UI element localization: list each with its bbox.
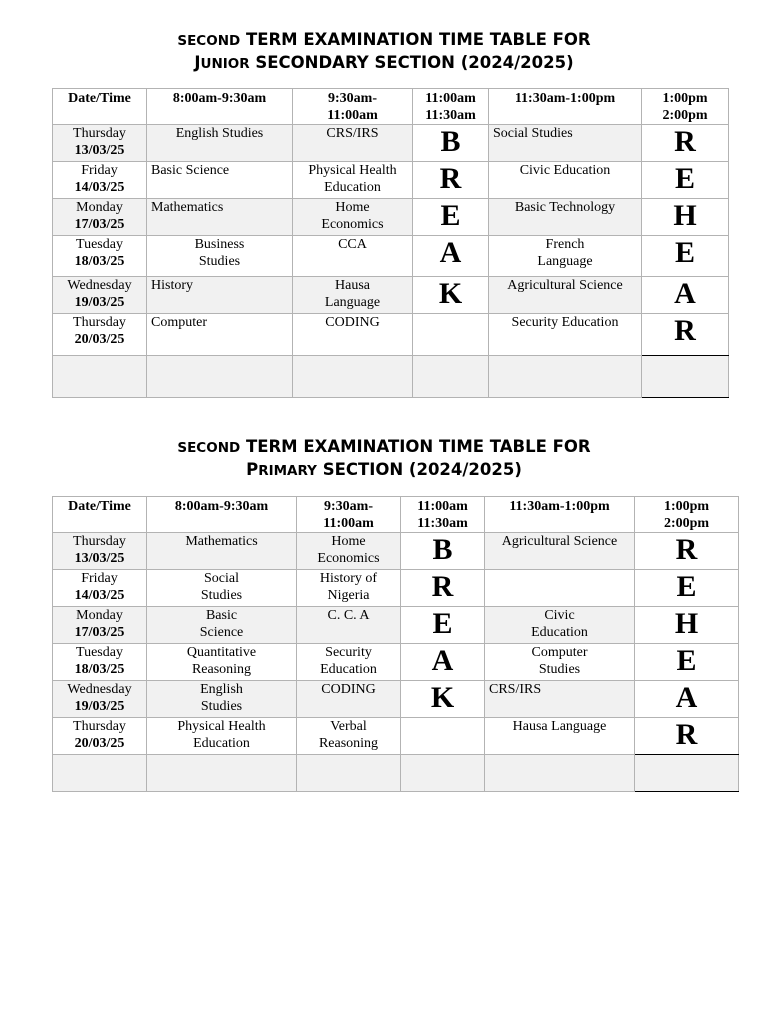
day-name: Thursday [73, 719, 126, 734]
junior-title-junior: UNIOR [200, 56, 250, 72]
empty-row [53, 356, 729, 398]
subject-1130am: Civic Education [485, 607, 635, 644]
date-cell [53, 718, 147, 755]
table-row [53, 681, 739, 718]
subject-8am: English Studies [147, 681, 297, 718]
primary-title-primary: RIMARY [258, 463, 317, 479]
subject-1130am: Computer Studies [485, 644, 635, 681]
table-row [53, 570, 739, 607]
primary-title-second: SECOND [177, 440, 241, 456]
empty-cell [635, 755, 739, 792]
date-cell [53, 314, 147, 356]
subject-8am: English Studies [147, 125, 293, 162]
junior-title-line1: TERM EXAMINATION TIME TABLE FOR [245, 30, 591, 49]
subject-930am: Verbal Reasoning [297, 718, 401, 755]
header-cell: 9:30am- 11:00am [297, 497, 401, 533]
primary-title-initial: P [246, 460, 259, 479]
header-cell: 11:00am 11:30am [401, 497, 485, 533]
day-name: Friday [81, 163, 118, 178]
rehear-letter: H [635, 607, 739, 644]
subject-8am: History [147, 277, 293, 314]
header-cell: 11:00am 11:30am [413, 89, 489, 125]
subject-930am: CRS/IRS [293, 125, 413, 162]
primary-timetable [52, 496, 739, 792]
header-cell: 8:00am-9:30am [147, 89, 293, 125]
subject-1130am: Agricultural Science [489, 277, 642, 314]
header-cell: 1:00pm 2:00pm [635, 497, 739, 533]
subject-8am: Quantitative Reasoning [147, 644, 297, 681]
primary-title-line1: TERM EXAMINATION TIME TABLE FOR [245, 437, 591, 456]
rehear-letter: A [642, 277, 729, 314]
empty-cell [53, 755, 147, 792]
junior-header-row [53, 89, 729, 125]
subject-930am: Home Economics [297, 533, 401, 570]
subject-8am: Social Studies [147, 570, 297, 607]
exam-date: 18/03/25 [74, 253, 125, 269]
date-cell [53, 570, 147, 607]
rehear-letter: R [642, 125, 729, 162]
exam-date: 18/03/25 [74, 661, 125, 677]
empty-row [53, 755, 739, 792]
exam-date: 20/03/25 [74, 331, 125, 347]
exam-date: 17/03/25 [74, 216, 125, 232]
primary-header-row [53, 497, 739, 533]
rehear-letter: H [642, 199, 729, 236]
junior-title-initial: J [194, 53, 201, 72]
table-row [53, 533, 739, 570]
table-row [53, 718, 739, 755]
break-letter [413, 314, 489, 356]
date-cell [53, 236, 147, 277]
header-cell: 11:30am-1:00pm [485, 497, 635, 533]
subject-930am: Hausa Language [293, 277, 413, 314]
empty-cell [489, 356, 642, 398]
empty-cell [147, 356, 293, 398]
rehear-letter: E [642, 162, 729, 199]
table-row [53, 607, 739, 644]
date-cell [53, 199, 147, 236]
subject-930am: Security Education [297, 644, 401, 681]
subject-930am: CCA [293, 236, 413, 277]
subject-1130am: Security Education [489, 314, 642, 356]
break-letter: R [401, 570, 485, 607]
rehear-letter: R [642, 314, 729, 356]
exam-date: 13/03/25 [74, 142, 125, 158]
subject-1130am: French Language [489, 236, 642, 277]
header-cell: 1:00pm 2:00pm [642, 89, 729, 125]
day-name: Monday [76, 200, 123, 215]
date-cell [53, 125, 147, 162]
subject-930am: History of Nigeria [297, 570, 401, 607]
day-name: Tuesday [76, 645, 123, 660]
rehear-letter: A [635, 681, 739, 718]
break-letter: K [413, 277, 489, 314]
day-name: Friday [81, 571, 118, 586]
exam-date: 14/03/25 [74, 179, 125, 195]
empty-cell [293, 356, 413, 398]
subject-930am: Physical Health Education [293, 162, 413, 199]
rehear-letter: E [635, 570, 739, 607]
header-cell: Date/Time [53, 497, 147, 533]
date-cell [53, 607, 147, 644]
empty-cell [401, 755, 485, 792]
date-cell [53, 277, 147, 314]
exam-date: 14/03/25 [74, 587, 125, 603]
primary-title [0, 436, 768, 482]
break-letter: E [413, 199, 489, 236]
subject-930am: CODING [293, 314, 413, 356]
header-cell: 11:30am-1:00pm [489, 89, 642, 125]
table-row [53, 199, 729, 236]
subject-930am: Home Economics [293, 199, 413, 236]
junior-title-second: SECOND [177, 33, 241, 49]
subject-1130am: Social Studies [489, 125, 642, 162]
date-cell [53, 162, 147, 199]
rehear-letter: R [635, 718, 739, 755]
subject-930am: CODING [297, 681, 401, 718]
date-cell [53, 533, 147, 570]
empty-cell [147, 755, 297, 792]
table-row [53, 644, 739, 681]
header-cell: 9:30am- 11:00am [293, 89, 413, 125]
rehear-letter: R [635, 533, 739, 570]
date-cell [53, 681, 147, 718]
subject-8am: Mathematics [147, 199, 293, 236]
subject-1130am: CRS/IRS [485, 681, 635, 718]
exam-date: 19/03/25 [74, 294, 125, 310]
junior-title-line2: SECONDARY SECTION (2024/2025) [255, 53, 574, 72]
empty-cell [53, 356, 147, 398]
table-row [53, 236, 729, 277]
subject-1130am [485, 570, 635, 607]
break-letter: B [413, 125, 489, 162]
junior-title [0, 29, 768, 75]
break-letter: A [401, 644, 485, 681]
exam-date: 13/03/25 [74, 550, 125, 566]
subject-1130am: Civic Education [489, 162, 642, 199]
table-row [53, 125, 729, 162]
subject-8am: Business Studies [147, 236, 293, 277]
exam-date: 19/03/25 [74, 698, 125, 714]
day-name: Tuesday [76, 237, 123, 252]
exam-date: 17/03/25 [74, 624, 125, 640]
header-cell: Date/Time [53, 89, 147, 125]
table-row [53, 162, 729, 199]
header-cell: 8:00am-9:30am [147, 497, 297, 533]
subject-1130am: Agricultural Science [485, 533, 635, 570]
table-row [53, 277, 729, 314]
break-letter [401, 718, 485, 755]
junior-timetable [52, 88, 729, 398]
rehear-letter: E [635, 644, 739, 681]
table-row [53, 314, 729, 356]
rehear-letter: E [642, 236, 729, 277]
day-name: Thursday [73, 126, 126, 141]
day-name: Monday [76, 608, 123, 623]
subject-8am: Computer [147, 314, 293, 356]
subject-930am: C. C. A [297, 607, 401, 644]
empty-cell [413, 356, 489, 398]
empty-cell [297, 755, 401, 792]
empty-cell [485, 755, 635, 792]
date-cell [53, 644, 147, 681]
exam-date: 20/03/25 [74, 735, 125, 751]
primary-title-line2: SECTION (2024/2025) [322, 460, 522, 479]
empty-cell [642, 356, 729, 398]
day-name: Wednesday [67, 682, 132, 697]
subject-8am: Physical Health Education [147, 718, 297, 755]
subject-8am: Basic Science [147, 607, 297, 644]
day-name: Thursday [73, 534, 126, 549]
break-letter: B [401, 533, 485, 570]
day-name: Thursday [73, 315, 126, 330]
subject-1130am: Basic Technology [489, 199, 642, 236]
subject-8am: Mathematics [147, 533, 297, 570]
subject-1130am: Hausa Language [485, 718, 635, 755]
subject-8am: Basic Science [147, 162, 293, 199]
break-letter: R [413, 162, 489, 199]
day-name: Wednesday [67, 278, 132, 293]
break-letter: A [413, 236, 489, 277]
break-letter: K [401, 681, 485, 718]
break-letter: E [401, 607, 485, 644]
